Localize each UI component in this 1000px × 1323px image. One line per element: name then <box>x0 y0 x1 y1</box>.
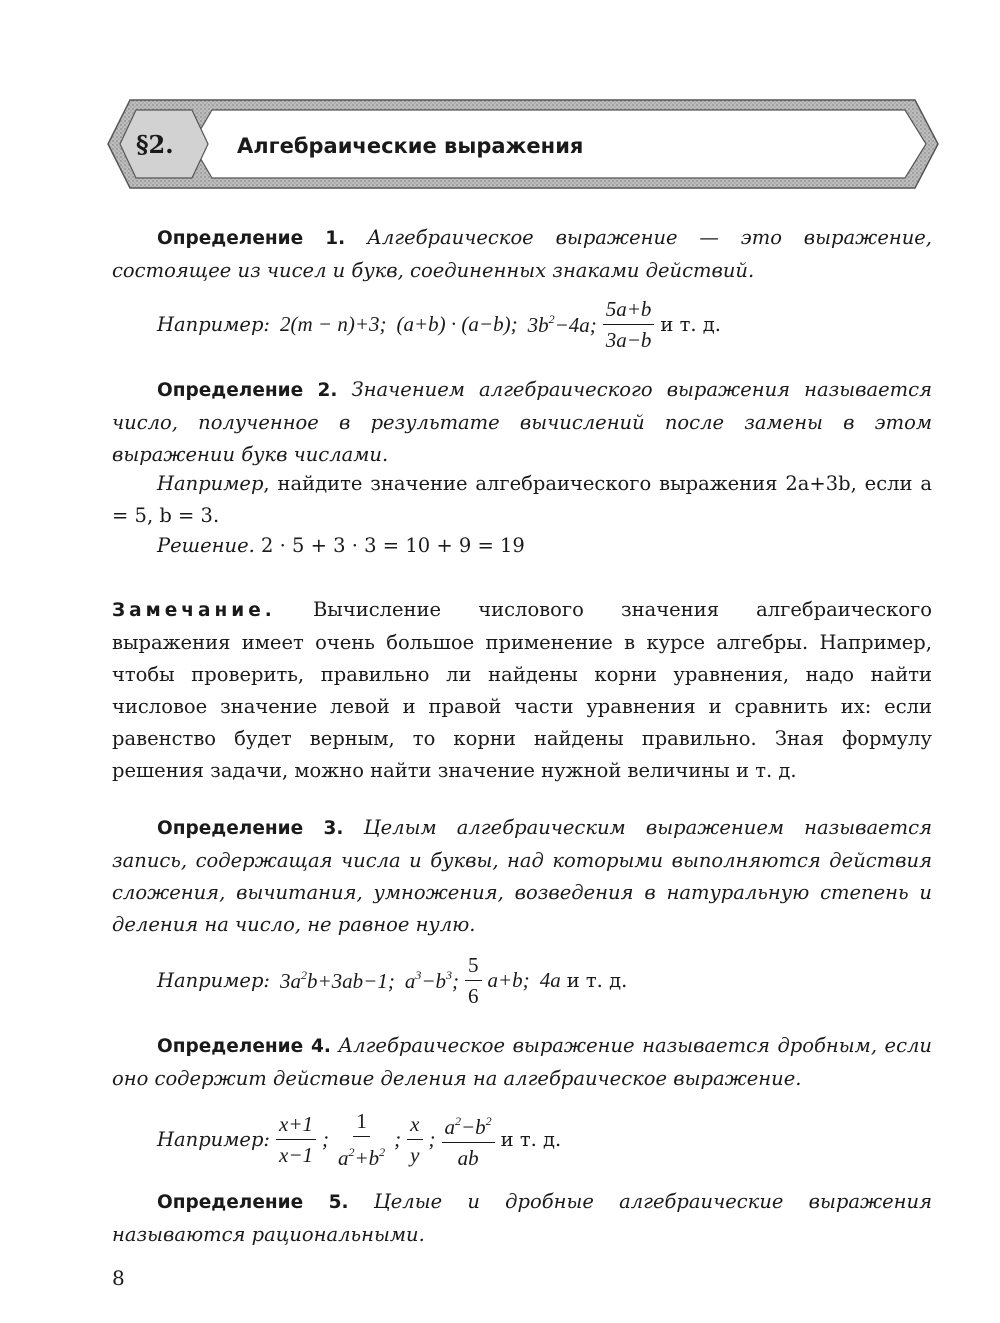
definition-5 <box>112 1186 932 1251</box>
definition-4-label: Определение 4. <box>157 1036 331 1057</box>
example-1-expr-3: $3b^2-4a$; <box>527 311 597 337</box>
example-2-text: , найдите значение алгебраического выражения 2a+3b, если a = 5, b = 3. <box>112 472 932 527</box>
definition-3 <box>112 812 932 941</box>
example-3-fraction <box>465 952 482 1009</box>
fraction-numerator: $a^2-b^2$ <box>442 1108 495 1143</box>
example-1-expr-2: (a+b) · (a−b); <box>396 312 518 336</box>
page-number: 8 <box>112 1266 125 1290</box>
definition-2-label: Определение 2. <box>157 380 338 401</box>
separator: ; <box>428 1127 436 1151</box>
example-3-intro: Например: <box>157 969 270 992</box>
example-3 <box>157 952 627 1009</box>
separator: ; <box>394 1127 402 1151</box>
section-title: Алгебраические выражения <box>237 134 584 158</box>
remark-label: Замечание. <box>112 600 276 621</box>
example-4-fraction-1 <box>276 1111 316 1168</box>
solution <box>112 530 932 562</box>
example-1-fraction <box>603 296 655 353</box>
fraction-numerator: x+1 <box>276 1111 316 1140</box>
example-1-expr-1: 2(m − n)+3; <box>280 312 387 336</box>
fraction-denominator: x−1 <box>279 1143 313 1167</box>
definition-4-text: Алгебраическое выражение называется дробным, если оно содержит действие деления на алгебраическое выражение. <box>112 1034 932 1090</box>
definition-4 <box>112 1030 932 1095</box>
fraction-numerator: 1 <box>353 1108 370 1137</box>
example-3-expr-4: 4a <box>539 968 561 992</box>
definition-1 <box>112 222 932 287</box>
example-2 <box>112 468 932 532</box>
example-4-tail: и т. д. <box>500 1128 562 1151</box>
example-4-fraction-3 <box>407 1111 422 1168</box>
example-4-fraction-4 <box>442 1108 495 1171</box>
fraction-denominator: 6 <box>468 984 479 1008</box>
example-4 <box>157 1108 561 1171</box>
fraction-numerator: 5 <box>465 952 482 981</box>
solution-text: 2 · 5 + 3 · 3 = 10 + 9 = 19 <box>261 534 525 557</box>
fraction-denominator: y <box>410 1143 420 1167</box>
example-2-intro: Например <box>157 472 264 495</box>
definition-2 <box>112 374 932 471</box>
fraction-numerator: x <box>407 1111 422 1140</box>
fraction-denominator: $a^2+b^2$ <box>338 1145 386 1170</box>
example-3-tail: и т. д. <box>566 969 628 992</box>
definition-2-text: Значением алгебраического выражения называется число, полученное в результате вычислений после замены в этом выражении букв числами. <box>112 378 932 466</box>
definition-3-label: Определение 3. <box>157 818 344 839</box>
fraction-denominator: ab <box>457 1146 479 1170</box>
example-3-expr-3: a+b; <box>487 968 530 992</box>
example-4-fraction-2 <box>335 1108 388 1171</box>
separator: ; <box>322 1127 329 1151</box>
definition-5-text: Целые и дробные алгебраические выражения называются рациональными. <box>112 1190 932 1246</box>
definition-3-text: Целым алгебраическим выражением называется запись, содержащая числа и буквы, над которыми выполняются действия сложения, вычитания, умножения, возведения в натуральную степень и деления на число, не равное нулю. <box>112 816 932 936</box>
section-number: §2. <box>136 130 174 159</box>
fraction-numerator: 5a+b <box>603 296 655 325</box>
remark-text: Вычисление числового значения алгебраического выражения имеет очень большое применение в курсе алгебры. Например, чтобы проверить, правильно ли найдены корни уравнения, надо найти числовое значение левой и правой части уравнения и сравнить их: если равенство будет верным, то корни найдены правильно. Зная формулу решения задачи, можно найти значение нужной величины и т. д. <box>112 598 932 782</box>
remark <box>112 594 932 787</box>
example-1-intro: Например: <box>157 313 270 336</box>
example-1 <box>157 296 721 353</box>
fraction-denominator: 3a−b <box>605 328 652 352</box>
example-3-expr-2: $a^3-b^3$; <box>404 967 460 993</box>
example-4-intro: Например: <box>157 1128 270 1151</box>
solution-label: Решение. <box>157 534 255 557</box>
definition-1-text: Алгебраическое выражение — это выражение, состоящее из чисел и букв, соединенных знаками действий. <box>112 226 932 282</box>
definition-5-label: Определение 5. <box>157 1192 349 1213</box>
example-1-tail: и т. д. <box>660 313 721 336</box>
example-3-expr-1: $3a^2b+3ab-1$; <box>280 967 395 993</box>
definition-1-label: Определение 1. <box>157 228 346 249</box>
